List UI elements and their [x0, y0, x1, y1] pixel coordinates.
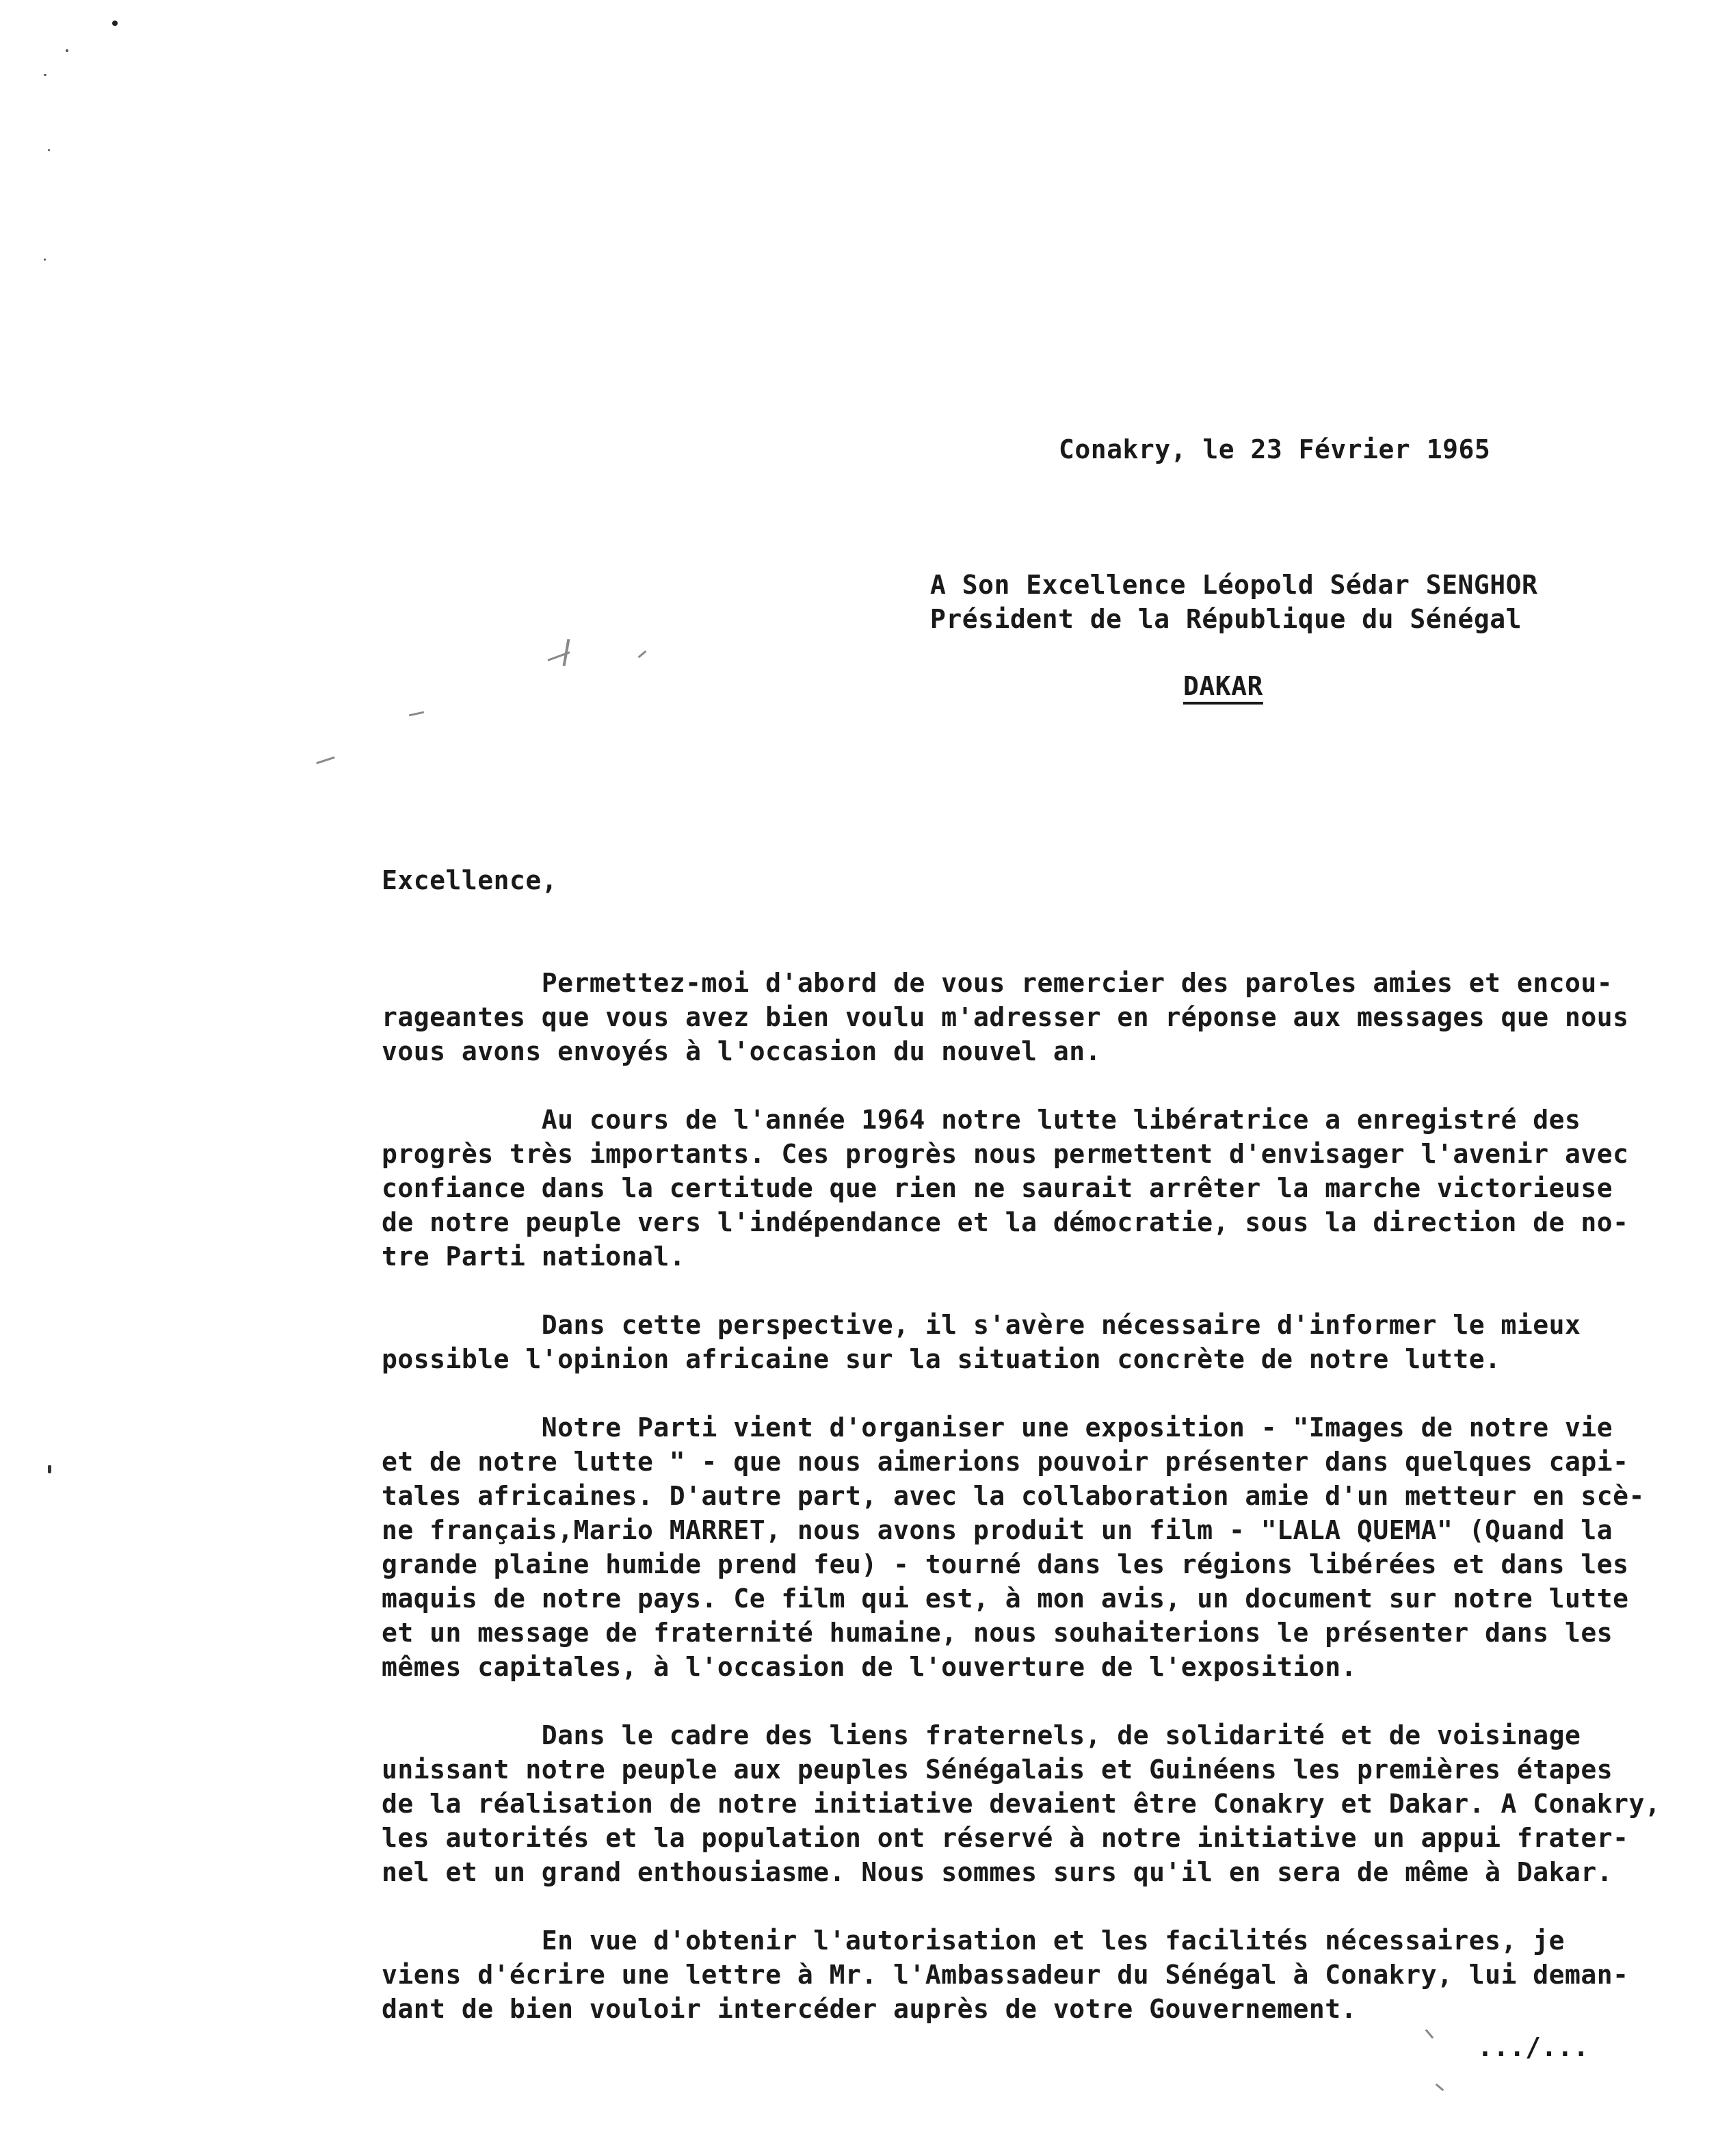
paragraph-line: maquis de notre pays. Ce film qui est, à mon avis, un document sur notre lutte [382, 1583, 1629, 1614]
paragraph-1 [382, 966, 1654, 1068]
paragraph-line: Permettez-moi d'abord de vous remercier des paroles amies et encou- [382, 968, 1613, 998]
paragraph-6 [382, 1923, 1654, 2026]
paragraph-line: Dans cette perspective, il s'avère nécessaire d'informer le mieux [382, 1310, 1581, 1340]
paragraph-line: Dans le cadre des liens fraternels, de solidarité et de voisinage [382, 1720, 1581, 1750]
paragraph-line: vous avons envoyés à l'occasion du nouvel an. [382, 1036, 1102, 1066]
salutation: Excellence, [382, 865, 558, 895]
paragraph-line: progrès très importants. Ces progrès nous permettent d'envisager l'avenir avec [382, 1139, 1629, 1169]
scan-speck [66, 49, 68, 52]
paragraph-line: grande plaine humide prend feu) - tourné dans les régions libérées et dans les [382, 1549, 1629, 1579]
scan-stroke [409, 711, 424, 717]
paragraph-line: les autorités et la population ont réservé à notre initiative un appui frater- [382, 1823, 1629, 1853]
letter-date: Conakry, le 23 Février 1965 [1059, 434, 1491, 464]
paragraph-line: de la réalisation de notre initiative devaient être Conakry et Dakar. A Conakry, [382, 1789, 1661, 1819]
paragraph-line: possible l'opinion africaine sur la situation concrète de notre lutte. [382, 1344, 1501, 1374]
paragraph-line: nel et un grand enthousiasme. Nous sommes surs qu'il en sera de même à Dakar. [382, 1857, 1613, 1887]
paragraph-line: rageantes que vous avez bien voulu m'adresser en réponse aux messages que nous [382, 1002, 1629, 1032]
scan-speck [48, 1465, 51, 1473]
scan-speck [44, 259, 46, 261]
recipient-title: Président de la République du Sénégal [930, 604, 1522, 634]
scan-stroke [1425, 2029, 1434, 2038]
paragraph-line: dant de bien vouloir intercéder auprès de votre Gouvernement. [382, 1994, 1358, 2024]
paragraph-4 [382, 1410, 1654, 1684]
continuation-mark: .../... [1477, 2032, 1589, 2062]
paragraph-line: mêmes capitales, à l'occasion de l'ouverture de l'exposition. [382, 1652, 1358, 1682]
scan-stroke [638, 650, 647, 658]
paragraph-5 [382, 1718, 1661, 1889]
scan-speck [44, 74, 47, 76]
scan-stroke [316, 757, 335, 765]
recipient-name: A Son Excellence Léopold Sédar SENGHOR [930, 570, 1538, 600]
scan-stroke [1436, 2083, 1444, 2091]
paragraph-line: de notre peuple vers l'indépendance et la démocratie, sous la direction de no- [382, 1207, 1629, 1237]
paragraph-line: unissant notre peuple aux peuples Sénégalais et Guinéens les premières étapes [382, 1754, 1613, 1785]
paragraph-line: Au cours de l'année 1964 notre lutte libératrice a enregistré des [382, 1105, 1581, 1135]
paragraph-line: En vue d'obtenir l'autorisation et les facilités nécessaires, je [382, 1925, 1565, 1956]
paragraph-line: ne français,Mario MARRET, nous avons produit un film - "LALA QUEMA" (Quand la [382, 1515, 1613, 1545]
paragraph-line: viens d'écrire une lettre à Mr. l'Ambassadeur du Sénégal à Conakry, lui deman- [382, 1960, 1629, 1990]
paragraph-line: Notre Parti vient d'organiser une exposition - "Images de notre vie [382, 1412, 1613, 1443]
paragraph-2 [382, 1103, 1654, 1274]
paragraph-line: tales africaines. D'autre part, avec la collaboration amie d'un metteur en scè- [382, 1481, 1645, 1511]
paragraph-3 [382, 1308, 1654, 1376]
scan-speck [48, 149, 50, 151]
scan-speck [112, 21, 118, 26]
paragraph-line: confiance dans la certitude que rien ne saurait arrêter la marche victorieuse [382, 1173, 1613, 1203]
recipient-city: DAKAR [1183, 671, 1263, 701]
paragraph-line: et un message de fraternité humaine, nous souhaiterions le présenter dans les [382, 1618, 1613, 1648]
paragraph-line: tre Parti national. [382, 1241, 686, 1272]
paragraph-line: et de notre lutte " - que nous aimerions pouvoir présenter dans quelques capi- [382, 1447, 1629, 1477]
